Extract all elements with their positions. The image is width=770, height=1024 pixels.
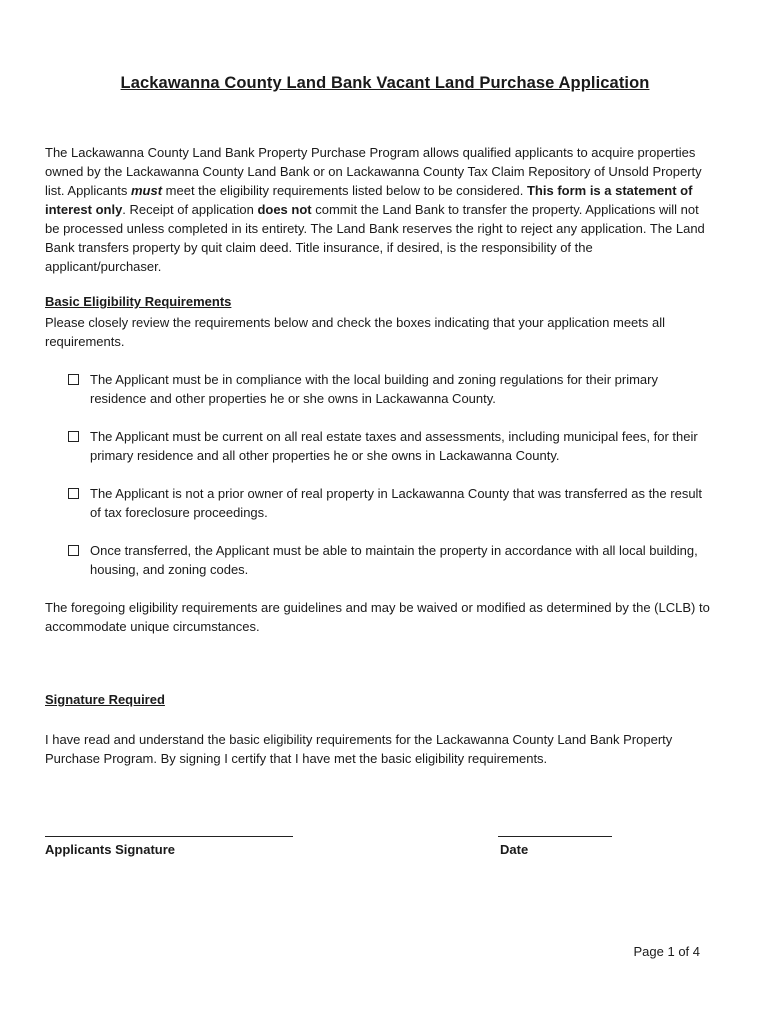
- page-title: Lackawanna County Land Bank Vacant Land Purchase Application: [120, 74, 650, 92]
- signature-heading: Signature Required: [45, 692, 165, 707]
- foregoing-paragraph: The foregoing eligibility requirements are guidelines and may be waived or modified as determined by the (LCLB) to accommodate unique circumstances.: [45, 600, 710, 634]
- eligibility-heading: Basic Eligibility Requirements: [45, 294, 232, 309]
- intro-text-1: The Lackawanna County Land Bank Property Purchase Program allows qualified applicants to acquire properties owned by the Lackawanna County Land Bank or on Lackawanna County Tax Claim Repository of Unsold Property list. Applicants: [45, 145, 702, 198]
- intro-must: must: [131, 183, 163, 198]
- signature-statement: I have read and understand the basic eligibility requirements for the Lackawanna County Land Bank Property Purchase Program. By signing I certify that I have met the basic eligibility requirements.: [45, 732, 673, 766]
- intro-does-not: does not: [257, 202, 312, 217]
- applicant-signature-label: Applicants Signature: [45, 842, 176, 857]
- requirement-item: [68, 427, 713, 465]
- requirement-text: The Applicant must be in compliance with the local building and zoning regulations for their primary residence and other properties he or she owns in Lackawanna County.: [90, 372, 658, 406]
- requirement-item: [68, 541, 713, 579]
- page-number: Page 1 of 4: [633, 944, 700, 959]
- date-line[interactable]: [498, 836, 612, 837]
- requirement-item: [68, 370, 713, 408]
- intro-text-4: commit the Land Bank to transfer the property. Applications will not be processed unless completed in its entirety. The Land Bank reserves the right to reject any application. The Land Bank transfers property by quit claim deed. Title insurance, if desired, is the responsibility of the applicant/purchaser.: [45, 202, 705, 274]
- requirement-text: The Applicant is not a prior owner of real property in Lackawanna County that was transferred as the result of tax foreclosure proceedings.: [90, 486, 703, 520]
- intro-statement: This form is a statement of interest only: [45, 183, 693, 217]
- date-label: Date: [500, 842, 529, 857]
- intro-paragraph: [45, 143, 710, 276]
- applicant-signature-line[interactable]: [45, 836, 293, 837]
- requirement-text: Once transferred, the Applicant must be able to maintain the property in accordance with all local building, housing, and zoning codes.: [90, 543, 698, 577]
- intro-text-2: meet the eligibility requirements listed below to be considered.: [162, 183, 527, 198]
- intro-text-3: . Receipt of application: [122, 202, 258, 217]
- eligibility-instructions: Please closely review the requirements below and check the boxes indicating that your application meets all requirements.: [45, 315, 666, 349]
- requirement-checkbox[interactable]: [68, 545, 79, 556]
- requirement-checkbox[interactable]: [68, 374, 79, 385]
- requirement-item: [68, 484, 713, 522]
- requirement-checkbox[interactable]: [68, 431, 79, 442]
- requirement-text: The Applicant must be current on all real estate taxes and assessments, including municipal fees, for their primary residence and all other properties he or she owns in Lackawanna County.: [90, 429, 698, 463]
- requirement-checkbox[interactable]: [68, 488, 79, 499]
